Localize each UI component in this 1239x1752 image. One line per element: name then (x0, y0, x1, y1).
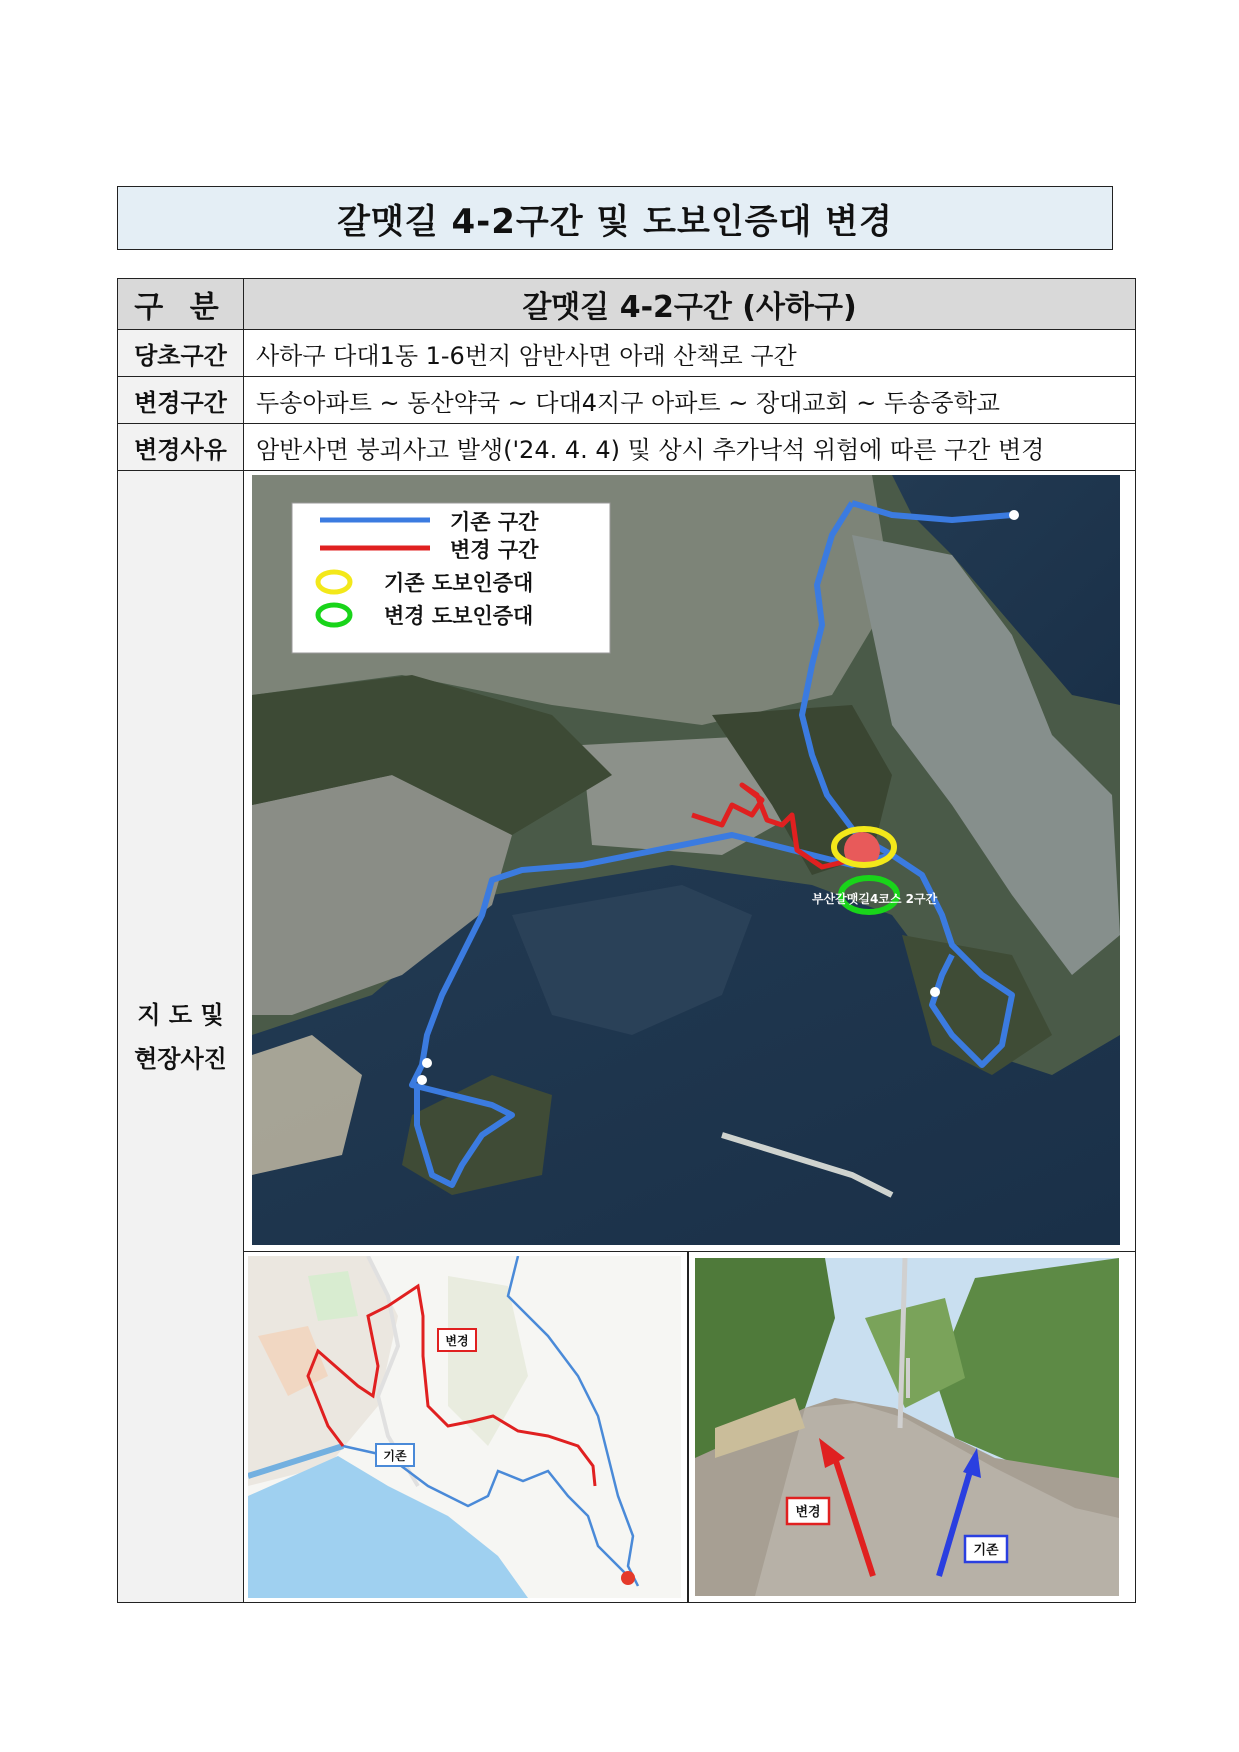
legend-changed-route: 변경 구간 (450, 538, 539, 562)
photo-existing-tag: 기존 (973, 1543, 999, 1558)
table-row (118, 424, 1136, 471)
satellite-map-svg (252, 475, 1120, 1245)
image-divider (687, 1252, 689, 1602)
row-label-reason: 변경사유 (118, 424, 244, 471)
row-value-original: 사하구 다대1동 1-6번지 암반사면 아래 산책로 구간 (244, 330, 1136, 377)
street-map-svg (248, 1256, 681, 1598)
photo-changed-tag: 변경 (795, 1505, 821, 1520)
header-value: 갈맷길 4-2구간 (사하구) (244, 279, 1136, 330)
map-section-label (118, 471, 244, 1603)
legend-changed-station: 변경 도보인증대 (384, 604, 534, 628)
info-table (117, 278, 1136, 1603)
row-value-changed: 두송아파트 ~ 동산약국 ~ 다대4지구 아파트 ~ 장대교회 ~ 두송중학교 (244, 377, 1136, 424)
row-label-changed: 변경구간 (118, 377, 244, 424)
legend-existing-route: 기존 구간 (450, 510, 539, 534)
small-map-changed-tag: 변경 (445, 1334, 469, 1348)
map-label-line1: 지 도 및 (137, 1000, 224, 1029)
row-value-reason: 암반사면 붕괴사고 발생('24. 4. 4) 및 상시 추가낙석 위험에 따른 구간 변경 (244, 424, 1136, 471)
row-label-original: 당초구간 (118, 330, 244, 377)
table-row (118, 377, 1136, 424)
legend-existing-station: 기존 도보인증대 (384, 571, 534, 595)
map-overlay-label: 부산갈맷길4코스 2구간 (812, 892, 938, 906)
map-label-line2: 현장사진 (134, 1044, 227, 1073)
table-row-map (118, 471, 1136, 1252)
table-row (118, 330, 1136, 377)
site-photo-svg (695, 1258, 1119, 1596)
street-map (248, 1256, 681, 1598)
table-header-row (118, 279, 1136, 330)
bottom-images-cell (244, 1252, 1136, 1603)
satellite-map-cell (244, 471, 1136, 1252)
satellite-map (252, 475, 1120, 1245)
page-title: 갈맷길 4-2구간 및 도보인증대 변경 (117, 186, 1113, 250)
site-photo (695, 1258, 1119, 1596)
header-label: 구 분 (118, 279, 244, 330)
table-row-images (118, 1252, 1136, 1603)
small-map-existing-tag: 기존 (383, 1449, 407, 1463)
